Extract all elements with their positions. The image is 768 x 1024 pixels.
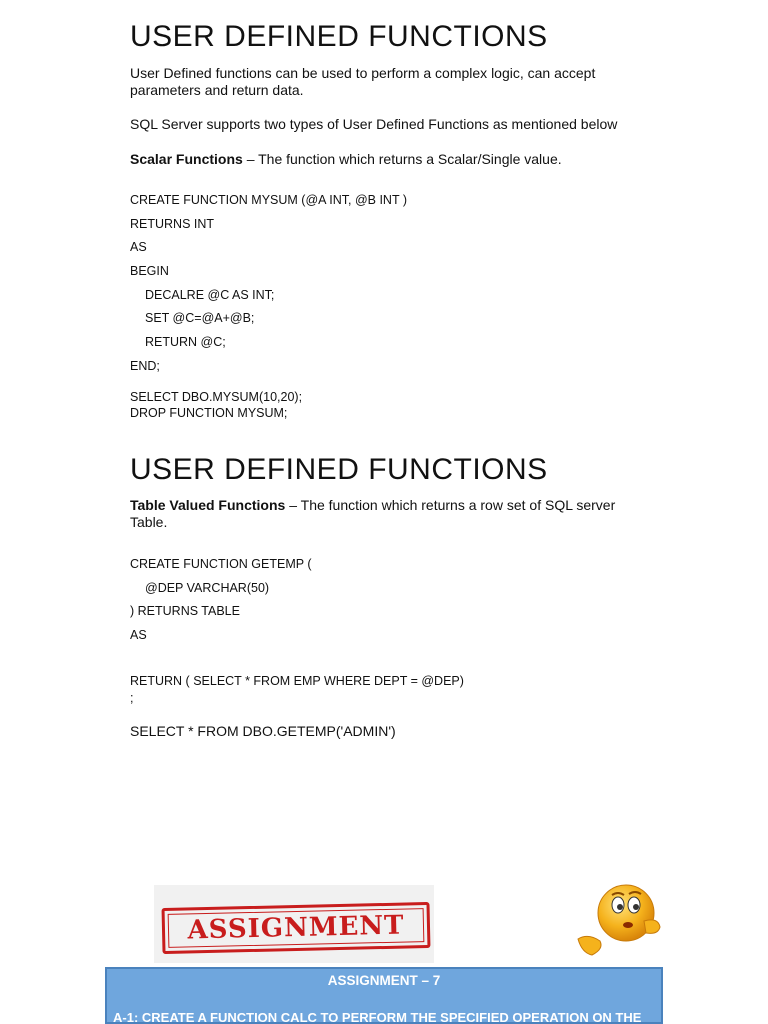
code-line: AS (130, 240, 147, 254)
assignment-title: ASSIGNMENT – 7 (327, 973, 441, 988)
assignment-header-band (105, 967, 663, 1024)
stamp-text: ASSIGNMENT (187, 910, 405, 946)
thinking-face-icon (574, 883, 666, 961)
drop-statement: DROP FUNCTION MYSUM; (130, 406, 288, 420)
code-line: RETURN @C; (145, 335, 226, 349)
section-title: USER DEFINED FUNCTIONS (130, 20, 548, 53)
intro-paragraph: User Defined functions can be used to perform a complex logic, can accept parameters and return data. (130, 65, 596, 98)
code-line: AS (130, 628, 147, 642)
select-statement: SELECT * FROM DBO.GETEMP('ADMIN') (130, 723, 396, 739)
select-statement: SELECT DBO.MYSUM(10,20); (130, 390, 303, 404)
code-line: SET @C=@A+@B; (145, 311, 255, 325)
code-line: CREATE FUNCTION GETEMP ( (130, 557, 312, 571)
assignment-stamp-image (154, 885, 434, 963)
tvf-paragraph (130, 497, 650, 531)
tvf-description: – The function which returns a row set of SQL server Table. (130, 497, 616, 530)
return-statement: RETURN ( SELECT * FROM EMP WHERE DEPT = @DEP) (130, 674, 464, 688)
code-line: END; (130, 359, 160, 373)
assignment-question: A-1: CREATE A FUNCTION CALC TO PERFORM THE SPECIFIED OPERATION ON THE (113, 1010, 642, 1024)
scalar-paragraph (130, 151, 650, 168)
code-line: @DEP VARCHAR(50) (145, 581, 270, 595)
code-line: BEGIN (130, 264, 169, 278)
scalar-description: – The function which returns a Scalar/Single value. (242, 151, 562, 167)
section-title: USER DEFINED FUNCTIONS (130, 453, 548, 486)
scalar-term: Scalar Functions (130, 151, 243, 167)
code-line: CREATE FUNCTION MYSUM (@A INT, @B INT ) (130, 193, 408, 207)
code-line: ) RETURNS TABLE (130, 604, 240, 618)
code-terminator: ; (130, 691, 134, 705)
tvf-term: Table Valued Functions (130, 497, 286, 513)
code-line: DECALRE @C AS INT; (145, 288, 275, 302)
types-paragraph: SQL Server supports two types of User Defined Functions as mentioned below (130, 116, 618, 132)
assignment-stamp (162, 902, 431, 954)
code-line: RETURNS INT (130, 217, 215, 231)
